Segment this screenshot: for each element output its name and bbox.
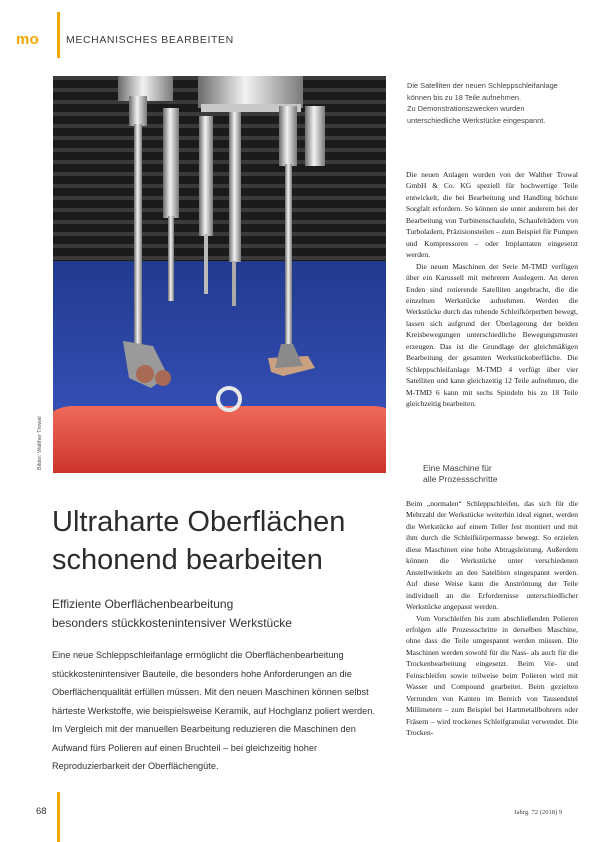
article-intro: Eine neue Schleppschleifanlage ermöglicht die Oberflächenbearbeitung stückkostenintensiver Bauteile, die besonders hohe Anforderungen an die Oberflächenqualität erfüllen müssen. Mit den neuen Maschinen können selbst härteste Werkstoffe, wie beispielsweise Keramik, auf Hochglanz poliert werden. Im Vergleich mit der manuellen Bearbeitung reduzieren die Maschinen den Aufwand fürs Polieren auf einen Bruchteil – bei gleichzeitig hoher Reproduzierbarkeit der Oberflächengüte. — [52, 650, 375, 771]
page-number: 68 — [36, 806, 47, 817]
caption-line: Zu Demonstrationszwecken wurden — [407, 104, 525, 113]
photo-caption — [407, 80, 577, 126]
body-paragraph: Vom Vorschleifen bis zum abschließenden Polieren erfolgen alle Prozessschritte in derselben Maschine, ohne dass die Teile umgespannt werden müssen. Die Maschinen werden sowohl für die Nass- als auch für die Trockenbearbeitung eingesetzt. Beim Vor- und Feinschleifen sowie teilweise beim Polieren wird mit Wasser und Compound gearbeitet. Beim gezielten Verrunden von Kanten im Bereich von Tausendstel Millimetern – zum Beispiel bei Hartmetallbohrern oder Fräsern – wird trockenes Schleifgranulat verwendet. Die Trocken- — [406, 613, 578, 738]
body-paragraph: Beim „normalen“ Schleppschleifen, das sich für die Mehrzahl der Werkstücke weiterhin ideal eignet, werden die Werkstücke auf einem Teller fest montiert und mit ihm durch die Schleifkörpermasse bewegt. So erzielen diese Maschinen eine hohe Abtragsleistung. Außerdem können die Werkstücke unter verschiedenen Anstellwinkeln an den Satelliten eingespannt werden. Auf diese Weise kann die Anströmung der Teile individuell an die Erfordernisse unterschiedlicher Werkstücke angepasst werden. — [406, 499, 578, 612]
body-paragraph: Die neuen Maschinen der Serie M-TMD verfügen über ein Karussell mit mehreren Auslegern. An deren Enden sind rotierende Satelliten angebracht, die die einzelnen Werkstücke aufnehmen. Werden die Werkstücke durch das ruhende Schleifkörperbett bewegt, lassen sich aufgrund der Überlagerung der beiden Kreisbewegungen unterschiedliche Bewegungsmuster erzeugen. Das ist die Grundlage der gleichmäßigen Bearbeitung der gesamten Werkstückoberfläche. Die Schleppschleifanlage M-TMD 4 verfügt über vier Satelliten und kann gleichzeitig 12 Teile aufnehmen, die M-TMD 6 kann mit sechs Spindeln bis zu 18 Teile gleichzeitig bearbeiten. — [406, 261, 578, 409]
article-subheading — [423, 463, 498, 485]
article-subtitle — [52, 595, 292, 633]
caption-line: können bis zu 18 Teile aufnehmen. — [407, 92, 522, 102]
body-paragraph: Die neuen Anlagen wurden von der Walther Trowal GmbH & Co. KG speziell für hochwertige Teile entwickelt, die bei Bearbeitung und Handling höchste Sorgfalt erfordern. So können sie unter anderem bei der Bearbeitung von Turbinenschaufeln, Schaufelrädern von Turboladern, Präzisionsteilen – zum Beispiel für Pumpen und Kompressoren – oder Implantaten eingesetzt werden. — [406, 170, 578, 260]
header-accent-bar — [57, 12, 60, 58]
journal-issue: Jahrg. 72 (2018) 9 — [514, 809, 563, 816]
magazine-logo: mo — [16, 31, 39, 48]
body-column-2 — [406, 498, 578, 739]
subtitle-line: Effiziente Oberflächenbearbeitung — [52, 597, 234, 611]
subheading-line: alle Prozessschritte — [423, 474, 498, 484]
article-photo — [53, 76, 386, 473]
footer-accent-bar — [57, 792, 60, 842]
title-line: Ultraharte Oberflächen — [52, 506, 346, 538]
photo-credit: Bilder: Walther Trowal — [37, 416, 43, 470]
body-column-1 — [406, 169, 578, 410]
subtitle-line: besonders stückkostenintensiver Werkstücke — [52, 616, 292, 630]
title-line: schonend bearbeiten — [52, 544, 323, 576]
subheading-line: Eine Maschine für — [423, 463, 492, 473]
caption-line: unterschiedliche Werkstücke eingespannt. — [407, 115, 546, 125]
article-title — [52, 503, 345, 579]
caption-line: Die Satelliten der neuen Schleppschleifanlage — [407, 81, 558, 90]
section-title: MECHANISCHES BEARBEITEN — [66, 34, 234, 46]
